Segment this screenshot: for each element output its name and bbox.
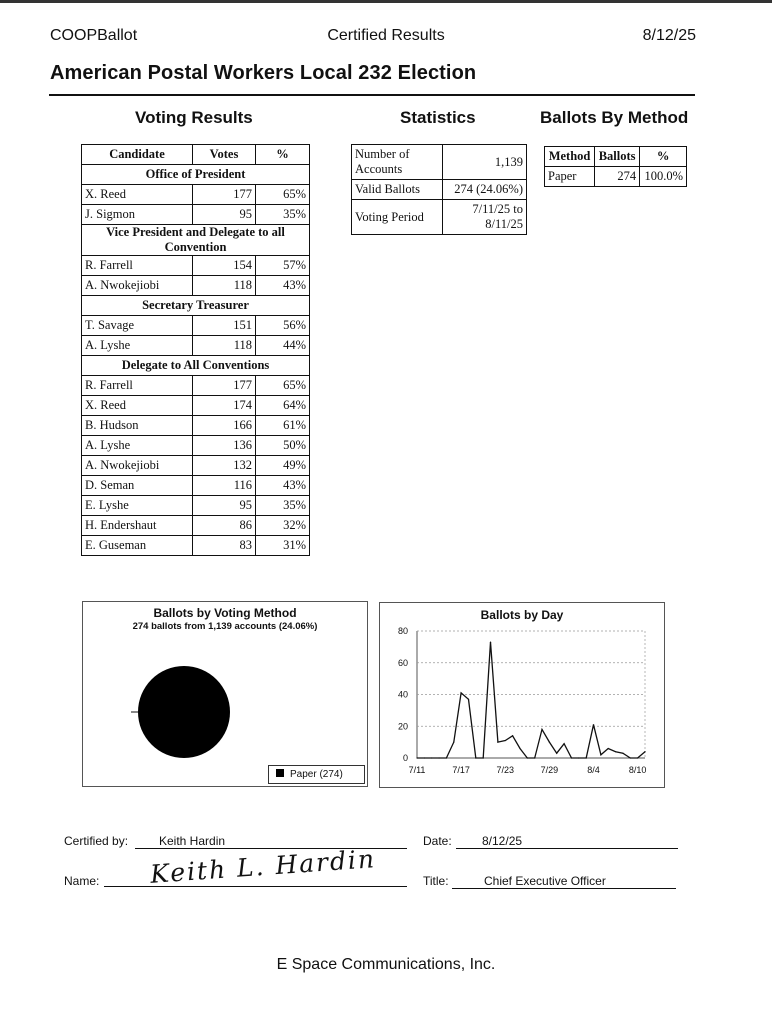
vote-count: 151 <box>193 316 256 336</box>
date-label: Date: <box>423 834 452 848</box>
table-row <box>82 416 310 436</box>
vote-count: 174 <box>193 396 256 416</box>
data-point <box>416 757 417 758</box>
office-heading: Secretary Treasurer <box>82 296 310 316</box>
table-row <box>82 536 310 556</box>
data-point <box>630 757 631 758</box>
data-point <box>571 757 572 758</box>
candidate-name: E. Lyshe <box>82 496 193 516</box>
table-row <box>352 200 527 235</box>
document-status: Certified Results <box>327 27 445 44</box>
vote-percent: 49% <box>256 456 310 476</box>
vote-percent: 35% <box>256 205 310 225</box>
x-tick-label: 7/23 <box>496 765 515 775</box>
candidate-name: X. Reed <box>82 396 193 416</box>
office-heading: Office of President <box>82 165 310 185</box>
vote-count: 83 <box>193 536 256 556</box>
certified-by-label: Certified by: <box>64 834 129 848</box>
data-point <box>586 757 587 758</box>
line-chart-panel <box>379 602 665 788</box>
pie-chart-subtitle: 274 ballots from 1,139 accounts (24.06%) <box>132 621 318 632</box>
vote-percent: 43% <box>256 476 310 496</box>
data-point <box>556 753 557 754</box>
data-point <box>505 740 506 741</box>
date-value: 8/12/25 <box>456 834 678 849</box>
stat-value: 7/11/25 to 8/11/25 <box>443 200 527 235</box>
signature: Keith L. Hardin <box>149 844 377 889</box>
legend-label: Paper (274) <box>290 769 343 780</box>
statistics-heading: Statistics <box>400 108 476 127</box>
pie-chart-title: Ballots by Voting Method <box>153 606 297 620</box>
data-point <box>424 757 425 758</box>
data-point <box>622 753 623 754</box>
table-row <box>82 436 310 456</box>
candidate-name: E. Guseman <box>82 536 193 556</box>
candidate-name: A. Lyshe <box>82 336 193 356</box>
name-line <box>104 886 407 887</box>
vote-count: 95 <box>193 496 256 516</box>
table-row <box>82 376 310 396</box>
table-row <box>352 145 527 180</box>
data-point <box>600 754 601 755</box>
stat-label: Number of Accounts <box>352 145 443 180</box>
candidate-name: A. Nwokejiobi <box>82 276 193 296</box>
column-header: Candidate <box>82 145 193 165</box>
data-point <box>483 757 484 758</box>
vote-percent: 56% <box>256 316 310 336</box>
candidate-name: D. Seman <box>82 476 193 496</box>
data-point <box>549 742 550 743</box>
table-row <box>82 516 310 536</box>
vote-count: 166 <box>193 416 256 436</box>
column-header: Votes <box>193 145 256 165</box>
table-header-row <box>545 147 687 167</box>
vote-count: 177 <box>193 185 256 205</box>
voting-results-table <box>81 144 310 556</box>
data-point <box>446 757 447 758</box>
pie-slice-paper <box>138 666 230 758</box>
line-chart-title: Ballots by Day <box>480 608 564 622</box>
office-heading: Vice President and Delegate to all Convention <box>82 225 310 256</box>
vote-percent: 61% <box>256 416 310 436</box>
office-row <box>82 225 310 256</box>
vote-percent: 35% <box>256 496 310 516</box>
data-point <box>615 751 616 752</box>
table-row <box>82 456 310 476</box>
data-point <box>608 748 609 749</box>
table-row <box>82 276 310 296</box>
vote-percent: 65% <box>256 376 310 396</box>
voting-results-body <box>82 165 310 556</box>
table-row <box>352 180 527 200</box>
office-row <box>82 165 310 185</box>
data-point <box>527 757 528 758</box>
vote-count: 116 <box>193 476 256 496</box>
data-point <box>490 642 491 643</box>
legend-swatch <box>276 769 284 777</box>
office-row <box>82 356 310 376</box>
statistics-table <box>351 144 527 235</box>
vote-count: 86 <box>193 516 256 536</box>
voting-results-heading: Voting Results <box>135 108 253 127</box>
data-point <box>593 724 594 725</box>
data-point <box>431 757 432 758</box>
column-header: Ballots <box>595 147 640 167</box>
title-value: Chief Executive Officer <box>452 874 676 889</box>
table-row <box>82 476 310 496</box>
table-row <box>82 496 310 516</box>
y-tick-label: 0 <box>402 753 408 763</box>
vote-percent: 31% <box>256 536 310 556</box>
x-tick-label: 8/4 <box>587 765 600 775</box>
data-point <box>519 748 520 749</box>
line-chart <box>380 603 664 787</box>
candidate-name: X. Reed <box>82 185 193 205</box>
vote-percent: 65% <box>256 185 310 205</box>
data-point <box>512 735 513 736</box>
data-point <box>578 757 579 758</box>
x-tick-label: 7/17 <box>452 765 470 775</box>
vote-count: 95 <box>193 205 256 225</box>
ballots-by-method-heading: Ballots By Method <box>540 108 689 127</box>
table-row <box>82 256 310 276</box>
candidate-name: H. Endershaut <box>82 516 193 536</box>
column-header: Method <box>545 147 595 167</box>
vote-percent: 43% <box>256 276 310 296</box>
column-header: % <box>640 147 687 167</box>
data-point <box>438 757 439 758</box>
vote-count: 136 <box>193 436 256 456</box>
candidate-name: B. Hudson <box>82 416 193 436</box>
ballots-by-method-table <box>544 146 687 187</box>
table-row <box>545 167 687 187</box>
vote-count: 118 <box>193 336 256 356</box>
method-ballots: 274 <box>595 167 640 187</box>
data-point <box>453 742 454 743</box>
certified-by-value: Keith Hardin <box>135 834 407 849</box>
title-label: Title: <box>423 874 449 888</box>
data-point <box>644 751 645 752</box>
pie-chart-panel <box>82 601 368 787</box>
vote-count: 132 <box>193 456 256 476</box>
data-point <box>497 742 498 743</box>
stat-value: 274 (24.06%) <box>443 180 527 200</box>
header-date: 8/12/25 <box>642 27 696 44</box>
vote-percent: 50% <box>256 436 310 456</box>
office-row <box>82 296 310 316</box>
column-header: % <box>256 145 310 165</box>
data-point <box>461 692 462 693</box>
y-tick-label: 80 <box>397 626 408 636</box>
pie-chart <box>83 602 367 786</box>
name-label: Name: <box>64 874 100 888</box>
candidate-name: A. Nwokejiobi <box>82 456 193 476</box>
vote-count: 118 <box>193 276 256 296</box>
series-line-ballots <box>417 642 645 758</box>
table-row <box>82 185 310 205</box>
stat-label: Valid Ballots <box>352 180 443 200</box>
vote-percent: 64% <box>256 396 310 416</box>
stat-value: 1,139 <box>443 145 527 180</box>
candidate-name: R. Farrell <box>82 256 193 276</box>
x-tick-label: 7/29 <box>540 765 559 775</box>
table-row <box>82 316 310 336</box>
y-tick-label: 20 <box>397 721 408 732</box>
top-border <box>0 0 772 3</box>
candidate-name: R. Farrell <box>82 376 193 396</box>
data-point <box>534 757 535 758</box>
footer-company: E Space Communications, Inc. <box>276 956 496 973</box>
y-tick-label: 60 <box>397 657 408 668</box>
method-name: Paper <box>545 167 595 187</box>
table-header-row <box>82 145 310 165</box>
table-row <box>82 336 310 356</box>
data-point <box>541 729 542 730</box>
office-heading: Delegate to All Conventions <box>82 356 310 376</box>
data-point <box>637 757 638 758</box>
table-row <box>82 396 310 416</box>
x-tick-label: 7/11 <box>408 765 426 775</box>
vote-count: 154 <box>193 256 256 276</box>
title-rule <box>49 94 695 96</box>
vote-percent: 44% <box>256 336 310 356</box>
data-point <box>468 699 469 700</box>
vote-percent: 32% <box>256 516 310 536</box>
pie-legend <box>268 765 365 784</box>
candidate-name: T. Savage <box>82 316 193 336</box>
method-pct: 100.0% <box>640 167 687 187</box>
candidate-name: J. Sigmon <box>82 205 193 225</box>
app-name: COOPBallot <box>50 27 138 44</box>
vote-percent: 57% <box>256 256 310 276</box>
vote-count: 177 <box>193 376 256 396</box>
data-point <box>563 743 564 744</box>
candidate-name: A. Lyshe <box>82 436 193 456</box>
x-tick-label: 8/10 <box>628 765 647 775</box>
data-point <box>475 757 476 758</box>
table-row <box>82 205 310 225</box>
stat-label: Voting Period <box>352 200 443 235</box>
y-tick-label: 40 <box>397 689 408 700</box>
page-title: American Postal Workers Local 232 Election <box>50 62 477 84</box>
